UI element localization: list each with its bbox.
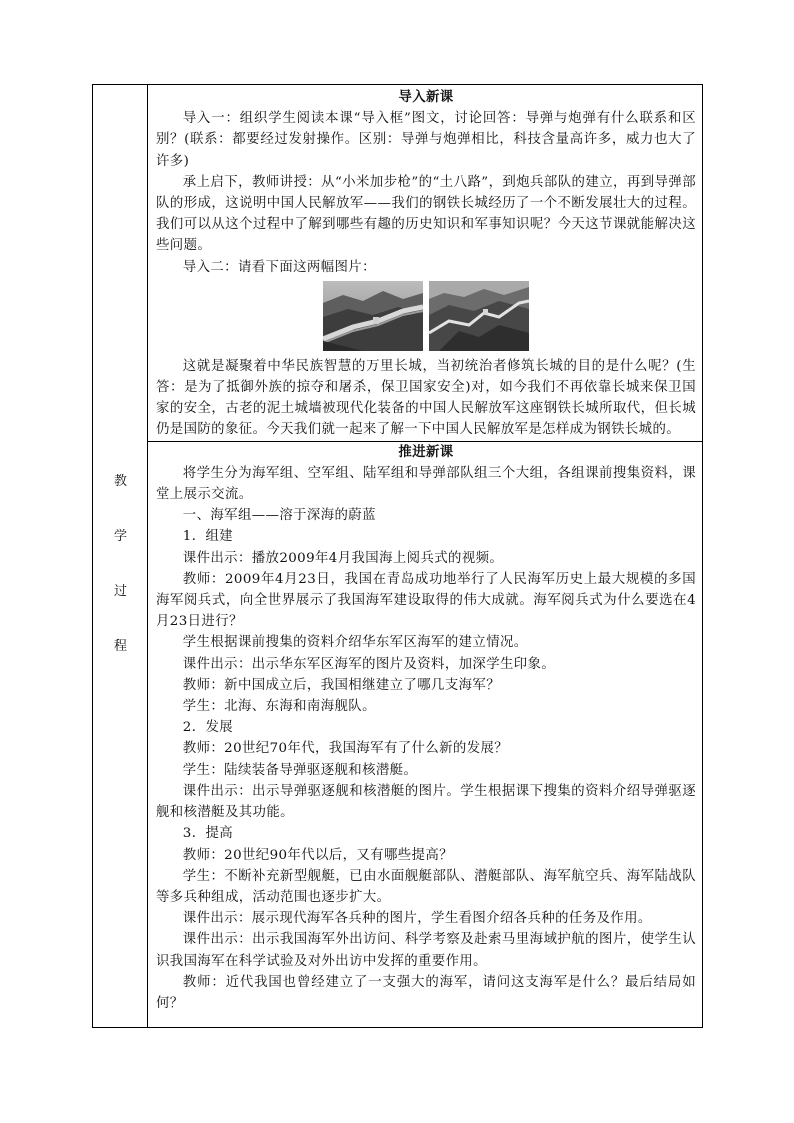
main-paragraph: 课件出示：出示华东军区海军的图片及资料，加深学生印象。 [182, 656, 556, 672]
great-wall-photo-1 [323, 281, 423, 351]
great-wall-photo-2 [429, 281, 529, 351]
main-paragraph: 将学生分为海军组、空军组、陆军组和导弹部队组三个大组，各组课前搜集资料，课堂上展示交流。 [156, 465, 696, 503]
main-subheading: 2．发展 [182, 720, 234, 736]
main-heading: 一、海军组——溶于深海的蔚蓝 [182, 508, 376, 524]
main-paragraph: 教师：近代我国也曾经建立了一支强大的海军，请问这支海军是什么？最后结局如何？ [156, 974, 696, 1011]
main-paragraph: 课件出示：出示导弹驱逐舰和核潜艇的图片。学生根据课下搜集的资料介绍导弹驱逐舰和核潜艇及其功能。 [156, 783, 696, 821]
process-label-column [93, 85, 148, 1027]
intro-paragraph: 承上启下，教师讲授：从“小米加步枪”的“土八路”，到炮兵部队的建立，再到导弹部队的形成，这说明中国人民解放军——我们的钢铁长城经历了一个不断发展壮大的过程。我们可以从这个过程中了解到哪些有趣的历史知识和军事知识呢？今天这节课就能解决这些问题。 [156, 174, 696, 254]
lesson-table [92, 84, 703, 1028]
main-paragraph: 学生：不断补充新型舰艇，已由水面舰艇部队、潜艇部队、海军航空兵、海军陆战队等多兵种组成，活动范围也逐步扩大。 [156, 868, 696, 905]
main-subheading: 1．组建 [182, 529, 234, 545]
main-paragraph: 教师：新中国成立后，我国相继建立了哪几支海军？ [182, 677, 500, 693]
main-paragraph: 学生：陆续装备导弹驱逐舰和核潜艇。 [182, 762, 418, 778]
content-body [148, 85, 702, 1014]
process-char: 学 [113, 529, 127, 544]
main-paragraph: 教师：20世纪90年代以后，又有哪些提高？ [182, 847, 453, 863]
main-paragraph: 教师：20世纪70年代，我国海军有了什么新的发展？ [182, 741, 509, 757]
process-content-column [148, 85, 702, 1027]
main-paragraph: 教师：2009年4月23日，我国在青岛成功地举行了人民海军历史上最大规模的多国海军阅兵式，向全世界展示了我国海军建设取得的伟大成就。海军阅兵式为什么要选在4月23日进行？ [156, 571, 696, 630]
process-char: 过 [113, 584, 127, 599]
main-paragraph: 学生：北海、东海和南海舰队。 [182, 699, 376, 715]
section-title-intro: 导入新课 [398, 89, 454, 105]
intro-paragraph: 导入一：组织学生阅读本课“导入框”图文，讨论回答：导弹与炮弹有什么联系和区别？(联系：都要经过发射操作。区别：导弹与炮弹相比，科技含量高许多，威力也大了许多) [156, 111, 696, 169]
after-images-paragraph: 这就是凝聚着中华民族智慧的万里长城，当初统治者修筑长城的目的是什么呢？(生答：是为了抵御外族的掠夺和屠杀，保卫国家安全)对，如今我们不再依靠长城来保卫国家的安全，古老的泥土城墙被现代化装备的中国人民解放军这座钢铁长城所取代，但长城仍是国防的象征。今天我们就一起来了解一下中国人民解放军是怎样成为钢铁长城的。 [156, 358, 696, 438]
main-paragraph: 学生根据课前搜集的资料介绍华东军区海军的建立情况。 [182, 635, 528, 651]
main-paragraph: 课件出示：出示我国海军外出访问、科学考察及赴索马里海域护航的图片，使学生认识我国海军在科学试验及对外出访中发挥的重要作用。 [156, 932, 696, 969]
main-paragraph: 课件出示：展示现代海军各兵种的图片，学生看图介绍各兵种的任务及作用。 [182, 911, 652, 927]
section-title-main: 推进新课 [398, 443, 454, 460]
process-char: 程 [113, 639, 127, 654]
intro-paragraph: 导入二：请看下面这两幅图片： [182, 259, 376, 275]
process-char: 教 [113, 474, 127, 489]
great-wall-photos [156, 281, 696, 351]
main-subheading: 3．提高 [182, 826, 234, 842]
main-paragraph: 课件出示：播放2009年4月我国海上阅兵式的视频。 [182, 550, 504, 566]
